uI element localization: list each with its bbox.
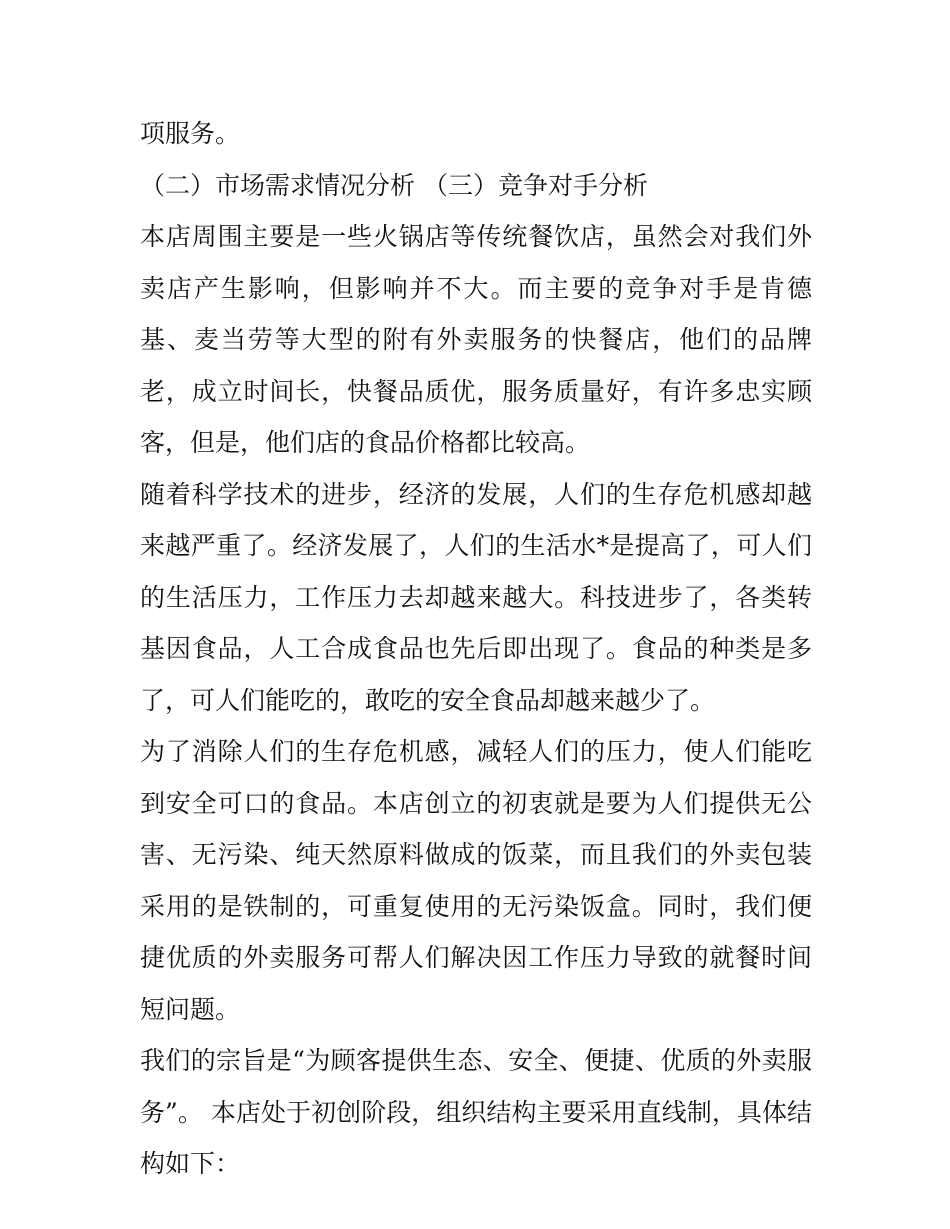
section-heading: （二）市场需求情况分析 （三）竞争对手分析: [140, 170, 648, 200]
paragraph-purpose: 为了消除人们的生存危机感，减轻人们的压力，使人们能吃到安全可口的食品。本店创立的初衷就是要为人们提供无公害、无污染、纯天然原料做成的饭菜，而且我们的外卖包装采用的是铁制的，可重复使用的无污染饭盒。同时，我们便捷优质的外卖服务可帮人们解决因工作压力导致的就餐时间短问题。: [140, 737, 812, 1024]
paragraph-competitors: 本店周围主要是一些火锅店等传统餐饮店，虽然会对我们外卖店产生影响，但影响并不大。而主要的竞争对手是肯德基、麦当劳等大型的附有外卖服务的快餐店，他们的品牌老，成立时间长，快餐品质优，服务质量好，有许多忠实顾客，但是，他们店的食品价格都比较高。: [140, 222, 812, 457]
paragraph-mission-structure: 我们的宗旨是“为顾客提供生态、安全、便捷、优质的外卖服务”。 本店处于初创阶段，组织结构主要采用直线制，具体结构如下：: [140, 1046, 812, 1178]
paragraph-food-safety: 随着科学技术的进步，经济的发展，人们的生存危机感却越来越严重了。经济发展了，人们的生活水*是提高了，可人们的生活压力，工作压力去却越来越大。科技进步了，各类转基因食品，人工合成食品也先后即出现了。食品的种类是多了，可人们能吃的，敢吃的安全食品却越来越少了。: [140, 479, 812, 715]
document-body: [140, 108, 812, 1190]
paragraph-service-end: 项服务。: [140, 119, 241, 148]
